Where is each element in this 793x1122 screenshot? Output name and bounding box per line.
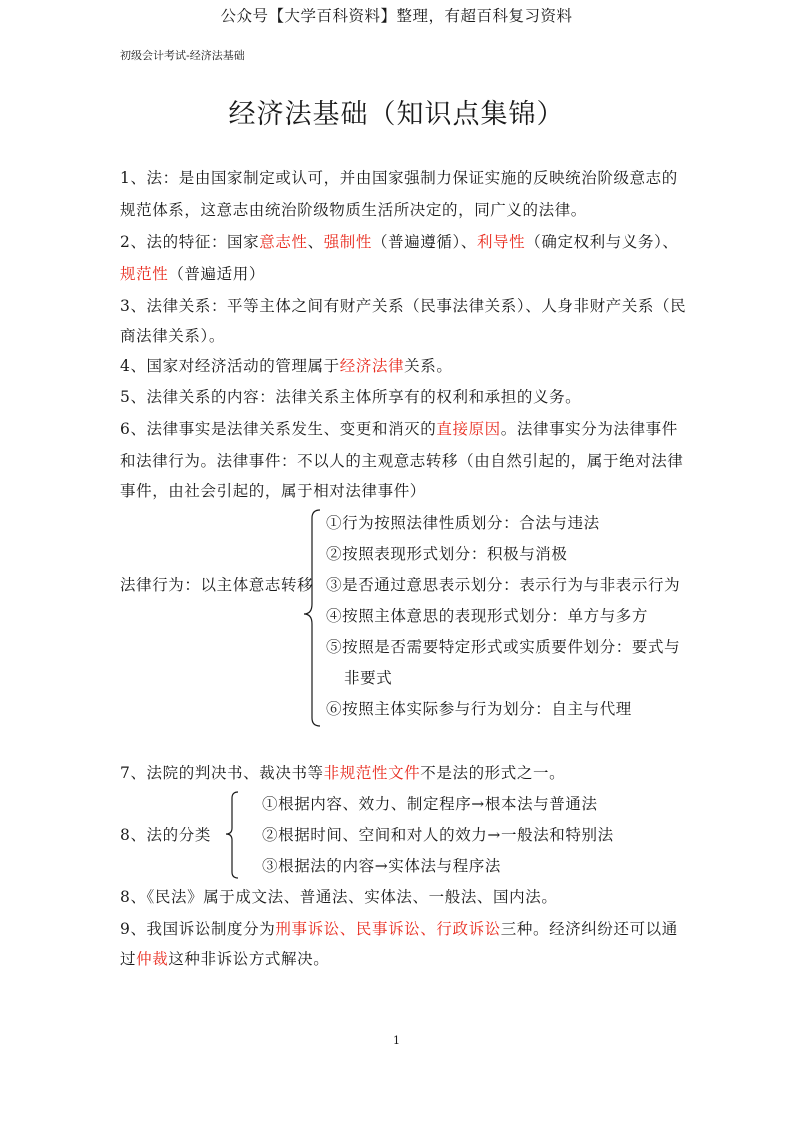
item-9-text-2: 过 [120, 950, 137, 968]
item-6-line-1 [120, 417, 678, 439]
item-6-tail: 。法律事实分为法律事件 [500, 420, 678, 438]
highlight-will: 意志性 [259, 233, 308, 251]
top-banner: 公众号【大学百科资料】整理，有超百科复习资料 [220, 7, 573, 25]
highlight-economic-law: 经济法律 [339, 357, 405, 375]
item-2-text: 2、法的特征：国家 [120, 233, 260, 251]
item-9-line-1 [120, 917, 678, 939]
item-2-sep: 、 [307, 233, 324, 251]
item-6-line-3: 事件，由社会引起的，属于相对法律事件） [120, 482, 426, 500]
sub-header: 初级会计考试-经济法基础 [120, 49, 245, 62]
highlight-non-normative: 非规范性文件 [323, 764, 421, 782]
law-classification-branch-1: ①根据内容、效力、制定程序→根本法与普通法 [262, 795, 598, 813]
item-2-line-1 [120, 230, 679, 252]
item-4-text: 4、国家对经济活动的管理属于 [120, 357, 340, 375]
item-5: 5、法律关系的内容：法律关系主体所享有的权利和承担的义务。 [120, 388, 582, 406]
legal-act-branch-6: ⑥按照主体实际参与行为划分：自主与代理 [326, 700, 632, 718]
highlight-litigation-types: 刑事诉讼、民事诉讼、行政诉讼 [275, 920, 501, 938]
legal-act-branch-5: ⑤按照是否需要特定形式或实质要件划分：要式与 [326, 638, 681, 656]
item-7-text: 7、法院的判决书、裁决书等 [120, 764, 324, 782]
legal-act-branch-4: ④按照主体意思的表现形式划分：单方与多方 [326, 607, 649, 625]
law-classification-label: 8、法的分类 [120, 826, 211, 844]
highlight-guidance: 利导性 [476, 233, 526, 251]
highlight-arbitration: 仲裁 [136, 950, 169, 968]
item-4 [120, 354, 452, 376]
item-9-text: 9、我国诉讼制度分为 [120, 920, 276, 938]
legal-act-label: 法律行为：以主体意志转移 [120, 576, 314, 594]
item-7-tail: 不是法的形式之一。 [420, 764, 566, 782]
law-classification-branch-2: ②根据时间、空间和对人的效力→一般法和特别法 [262, 826, 614, 844]
law-classification-branch-3: ③根据法的内容→实体法与程序法 [262, 857, 501, 875]
legal-act-branch-5-cont: 非要式 [344, 669, 393, 687]
item-9-tail-2: 这种非诉讼方式解决。 [168, 950, 330, 968]
legal-act-branch-2: ②按照表现形式划分：积极与消极 [326, 545, 568, 563]
law-classification-brace [224, 790, 242, 882]
page-title: 经济法基础（知识点集锦） [228, 99, 565, 130]
item-3-line-1: 3、法律关系：平等主体之间有财产关系（民事法律关系）、人身非财产关系（民 [120, 297, 687, 315]
legal-act-branch-3: ③是否通过意思表示划分：表示行为与非表示行为 [326, 576, 681, 594]
legal-act-branch-1: ①行为按照法律性质划分：合法与违法 [326, 514, 600, 532]
item-2-note-3: （普遍适用） [168, 265, 265, 283]
item-2-line-2 [120, 262, 265, 284]
item-3-line-2: 商法律关系）。 [120, 327, 225, 345]
item-6-line-2: 和法律行为。法律事件：不以人的主观意志转移（由自然引起的，属于绝对法律 [120, 452, 684, 470]
item-7 [120, 761, 565, 783]
item-2-note-1: （普遍遵循）、 [372, 233, 477, 251]
item-9-line-2 [120, 947, 329, 969]
item-8b: 8、《民法》属于成文法、普通法、实体法、一般法、国内法。 [120, 888, 558, 906]
item-4-tail: 关系。 [404, 357, 453, 375]
item-9-tail: 三种。经济纠纷还可以通 [500, 920, 678, 938]
highlight-normative: 规范性 [120, 265, 169, 283]
highlight-direct-cause: 直接原因 [436, 420, 501, 438]
item-1-line-2: 规范体系，这意志由统治阶级物质生活所决定的，同广义的法律。 [120, 201, 587, 219]
highlight-coercive: 强制性 [323, 233, 372, 251]
item-2-note-2: （确定权利与义务）、 [525, 233, 679, 251]
item-1-line-1: 1、法：是由国家制定或认可，并由国家强制力保证实施的反映统治阶级意志的 [120, 169, 678, 187]
page-number: 1 [393, 1034, 400, 1047]
legal-act-brace [300, 508, 322, 730]
item-6-text: 6、法律事实是法律关系发生、变更和消灭的 [120, 420, 437, 438]
